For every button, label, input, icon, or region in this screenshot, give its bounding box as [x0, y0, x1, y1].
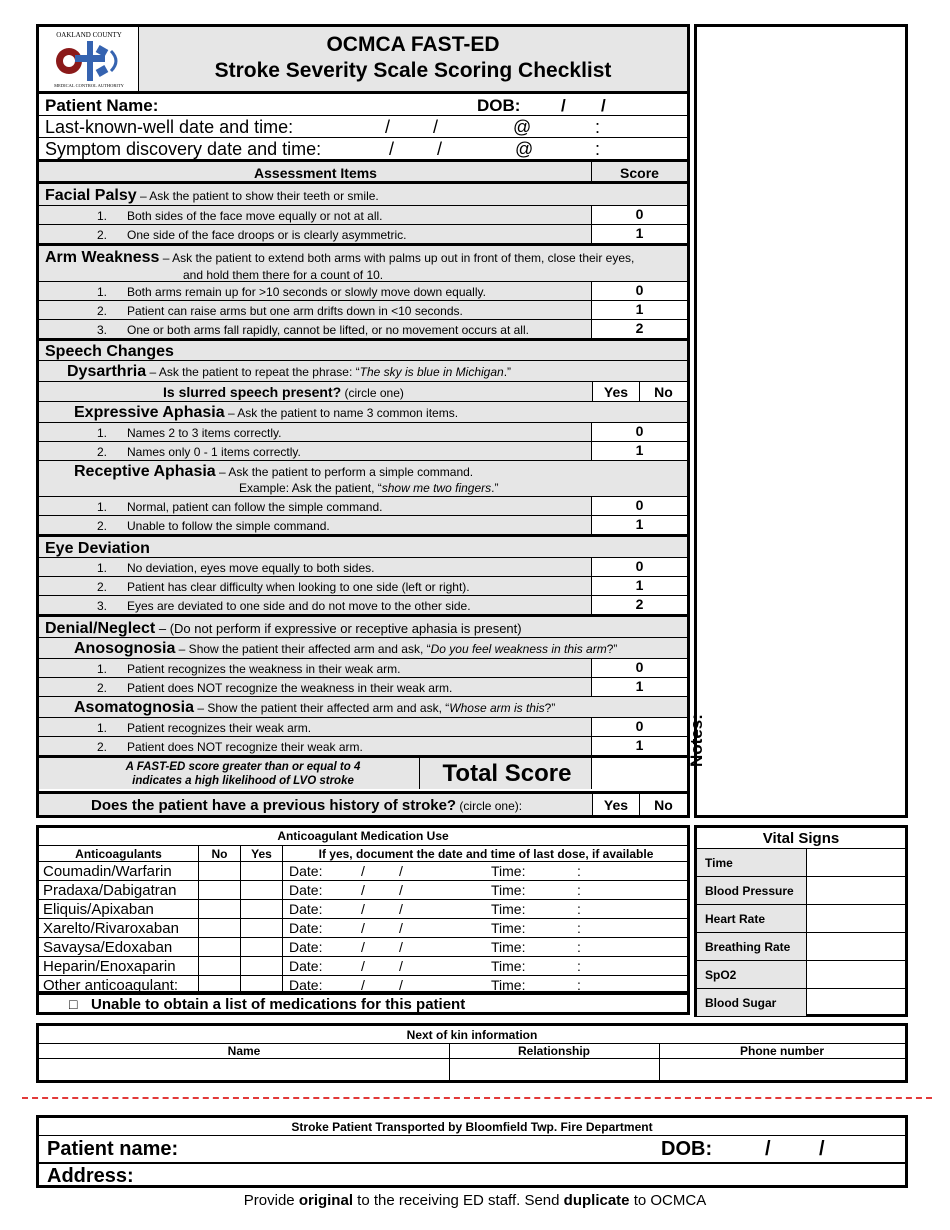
anosognosia-heading [39, 637, 687, 658]
drug-name: Xarelto/Rivaroxaban [39, 919, 199, 938]
item-text: Patient can raise arms but one arm drifts down in <10 seconds. [127, 304, 463, 318]
score-value[interactable]: 0 [591, 423, 687, 441]
anticoag-row[interactable] [39, 957, 690, 976]
item-text: Patient does NOT recognize their weak arm. [127, 740, 363, 754]
time-colon: : [577, 882, 581, 898]
drug-name: Pradaxa/Dabigatran [39, 881, 199, 900]
asomatognosia-title: Asomatognosia [74, 699, 195, 716]
anticoag-table [38, 845, 690, 995]
slurred-question: Is slurred speech present? [163, 384, 342, 400]
date-slash: / [399, 939, 403, 955]
drug-name: Savaysa/Edoxaban [39, 938, 199, 957]
stroke-checklist [36, 24, 690, 818]
date-slash: / [361, 882, 365, 898]
yes-checkbox-cell[interactable] [241, 881, 283, 900]
item-number: 2. [97, 304, 108, 318]
facial-palsy-heading [39, 181, 687, 205]
dose-datetime-cell[interactable] [283, 900, 690, 919]
dysarthria-heading [39, 360, 687, 381]
yes-checkbox-cell[interactable] [241, 938, 283, 957]
total-score-row [39, 755, 687, 789]
dose-datetime-cell[interactable] [283, 957, 690, 976]
notes-label: Notes: [687, 714, 706, 767]
time-label: Time: [491, 958, 526, 974]
eye-deviation-title: Eye Deviation [45, 540, 150, 557]
header [39, 27, 687, 91]
arm-item-2[interactable] [39, 300, 687, 319]
time-colon: : [577, 920, 581, 936]
dose-datetime-cell[interactable] [283, 862, 690, 881]
time-label: Time: [491, 939, 526, 955]
date-label: Date: [289, 863, 323, 879]
time-colon: : [577, 863, 581, 879]
score-header: Score [591, 162, 687, 181]
vital-label: Blood Sugar [697, 989, 807, 1016]
total-score-label: Total Score [419, 758, 594, 789]
denial-neglect-heading [39, 614, 687, 637]
time-label: Time: [491, 901, 526, 917]
history-yes-option[interactable]: Yes [592, 794, 640, 815]
date-label: Date: [289, 958, 323, 974]
item-text: Names 2 to 3 items correctly. [127, 426, 282, 440]
unable-medications-row[interactable] [39, 991, 687, 1015]
arm-weakness-title: Arm Weakness [45, 249, 160, 266]
date-slash: / [399, 977, 403, 993]
kin-phone-field[interactable] [660, 1059, 905, 1080]
date-label: Date: [289, 901, 323, 917]
time-colon: : [577, 958, 581, 974]
dose-datetime-cell[interactable] [283, 938, 690, 957]
ocmca-logo [39, 27, 139, 91]
vital-row[interactable] [697, 988, 905, 1016]
history-no-option[interactable]: No [640, 794, 687, 815]
expressive-instruction: – Ask the patient to name 3 common items. [224, 406, 459, 420]
dysarthria-phrase: The sky is blue in Michigan [359, 365, 504, 379]
date-slash: / [361, 939, 365, 955]
no-checkbox-cell[interactable] [199, 900, 241, 919]
receptive-example-post: .” [491, 481, 499, 495]
item-text: Eyes are deviated to one side and do not move to the other side. [127, 599, 471, 613]
vital-label: Blood Pressure [697, 877, 807, 904]
expressive-item-2[interactable] [39, 441, 687, 460]
assessment-header [39, 159, 687, 181]
speech-changes-heading [39, 338, 687, 360]
vital-label: Time [697, 849, 807, 876]
patient-name-row[interactable] [39, 91, 687, 115]
date-slash: / [361, 920, 365, 936]
item-number: 2. [97, 445, 108, 459]
score-value[interactable]: 0 [591, 659, 687, 677]
vital-label: SpO2 [697, 961, 807, 988]
score-value[interactable]: 2 [591, 320, 687, 338]
date-slash: / [361, 977, 365, 993]
slurred-yes-option[interactable]: Yes [592, 382, 640, 401]
slurred-speech-row [39, 381, 687, 401]
score-value[interactable]: 0 [591, 282, 687, 300]
asomatognosia-heading [39, 696, 687, 717]
kin-name-field[interactable] [39, 1059, 449, 1080]
date-slash: / [361, 958, 365, 974]
receptive-example: Example: Ask the patient, “ [239, 481, 382, 495]
date-label: Date: [289, 882, 323, 898]
total-score-field[interactable] [591, 758, 687, 789]
item-number: 1. [97, 662, 108, 676]
item-number: 1. [97, 285, 108, 299]
item-text: Both arms remain up for >10 seconds or slowly move down equally. [127, 285, 486, 299]
transport-address-label: Address: [47, 1165, 134, 1187]
col-document: If yes, document the date and time of last dose, if available [283, 846, 690, 862]
anticoag-row[interactable] [39, 881, 690, 900]
eye-item-2[interactable] [39, 576, 687, 595]
kin-relationship-header: Relationship [517, 1044, 590, 1058]
footer-duplicate: duplicate [563, 1192, 630, 1209]
score-value[interactable]: 1 [591, 737, 687, 755]
kin-relationship-field[interactable] [450, 1059, 659, 1080]
item-text: No deviation, eyes move equally to both sides. [127, 561, 375, 575]
lkw-row[interactable] [39, 115, 687, 137]
item-text: Names only 0 - 1 items correctly. [127, 445, 301, 459]
anosognosia-post: ?” [606, 642, 618, 656]
dysarthria-title: Dysarthria [67, 363, 147, 380]
dose-datetime-cell[interactable] [283, 881, 690, 900]
footer-post: to OCMCA [629, 1192, 707, 1209]
no-checkbox-cell[interactable] [199, 919, 241, 938]
item-number: 2. [97, 519, 108, 533]
time-label: Time: [491, 882, 526, 898]
anosognosia-title: Anosognosia [74, 640, 176, 657]
drug-name: Eliquis/Apixaban [39, 900, 199, 919]
history-question: Does the patient have a previous history of stroke? [91, 797, 457, 814]
vital-value-field[interactable] [807, 989, 905, 1016]
time-label: Time: [491, 920, 526, 936]
asomatognosia-instruction: – Show the patient their affected arm and ask, “ [194, 701, 450, 715]
expressive-item-1[interactable] [39, 422, 687, 441]
discovery-row[interactable] [39, 137, 687, 159]
item-text: One or both arms fall rapidly, cannot be lifted, or no movement occurs at all. [127, 323, 529, 337]
kin-name-header: Name [227, 1044, 261, 1058]
history-circle-one: (circle one): [456, 799, 523, 813]
arm-weakness-instruction: – Ask the patient to extend both arms with palms up out in front of them, close their eyes, [159, 251, 635, 265]
lkw-slash: / [385, 117, 391, 137]
vital-value-field[interactable] [807, 905, 905, 932]
score-value[interactable]: 1 [591, 225, 687, 243]
item-text: Patient recognizes their weak arm. [127, 721, 312, 735]
item-number: 2. [97, 228, 108, 242]
date-slash: / [399, 901, 403, 917]
col-no: No [199, 846, 241, 862]
score-value[interactable]: 1 [591, 301, 687, 319]
dob-slash: / [561, 96, 566, 115]
transport-dob-label: DOB: [661, 1138, 713, 1160]
logo-bottom-text: MEDICAL CONTROL AUTHORITY [54, 83, 124, 88]
anticoag-row[interactable] [39, 900, 690, 919]
asomatognosia-post: ?” [544, 701, 556, 715]
kin-title: Next of kin information [406, 1028, 538, 1042]
dob-slash: / [601, 96, 606, 115]
stroke-history-row [39, 791, 687, 815]
unable-checkbox[interactable]: □ [69, 996, 78, 1012]
score-value[interactable]: 0 [591, 558, 687, 576]
transport-section [36, 1115, 908, 1188]
eye-item-1[interactable] [39, 557, 687, 576]
circle-one-hint: (circle one) [341, 386, 404, 400]
item-text: One side of the face droops or is clearly asymmetric. [127, 228, 407, 242]
cut-line [22, 1097, 932, 1099]
arm-weakness-heading [39, 243, 687, 281]
anosognosia-phrase: Do you feel weakness in this arm [430, 642, 607, 656]
discovery-colon: : [595, 139, 601, 159]
transport-patient-row[interactable] [39, 1136, 905, 1162]
anoso-item-1[interactable] [39, 658, 687, 677]
transport-dob-slash: / [819, 1138, 825, 1160]
lkw-at: @ [513, 117, 532, 137]
transport-dob-slash: / [765, 1138, 771, 1160]
time-colon: : [577, 977, 581, 993]
item-number: 1. [97, 209, 108, 223]
date-slash: / [361, 863, 365, 879]
expressive-aphasia-heading [39, 401, 687, 422]
asomatognosia-phrase: Whose arm is this [449, 701, 545, 715]
speech-changes-title: Speech Changes [45, 343, 174, 360]
score-value[interactable]: 0 [591, 206, 687, 224]
facial-item-1[interactable] [39, 205, 687, 224]
item-number: 1. [97, 721, 108, 735]
score-value[interactable]: 1 [591, 516, 687, 534]
footer-pre: Provide [243, 1192, 299, 1209]
anosognosia-instruction: – Show the patient their affected arm and ask, “ [175, 642, 431, 656]
date-label: Date: [289, 977, 323, 993]
date-slash: / [399, 958, 403, 974]
lkw-slash: / [433, 117, 439, 137]
anticoagulant-section [36, 825, 690, 1015]
eye-deviation-heading [39, 534, 687, 557]
receptive-instruction: – Ask the patient to perform a simple command. [215, 465, 474, 479]
item-text: Patient has clear difficulty when looking to one side (left or right). [127, 580, 470, 594]
item-text: Unable to follow the simple command. [127, 519, 330, 533]
patient-name-label: Patient Name: [45, 96, 159, 115]
item-text: Patient recognizes the weakness in their weak arm. [127, 662, 401, 676]
discovery-label: Symptom discovery date and time: [45, 139, 322, 159]
lkw-colon: : [595, 117, 601, 137]
vital-value-field[interactable] [807, 849, 905, 876]
score-value[interactable]: 1 [591, 678, 687, 696]
lvo-note-2: indicates a high likelihood of LVO stroke [132, 775, 354, 787]
anticoag-row[interactable] [39, 862, 690, 881]
dysarthria-post: .” [503, 365, 512, 379]
item-number: 3. [97, 599, 108, 613]
item-number: 1. [97, 561, 108, 575]
vital-signs-title: Vital Signs [762, 830, 840, 847]
next-of-kin-section [36, 1023, 908, 1083]
vital-row[interactable] [697, 960, 905, 988]
anoso-item-2[interactable] [39, 677, 687, 696]
col-anticoagulants: Anticoagulants [39, 846, 199, 862]
neglect-instruction: – (Do not perform if expressive or receptive aphasia is present) [155, 621, 522, 636]
vital-label: Breathing Rate [697, 933, 807, 960]
assessment-items-header: Assessment Items [254, 165, 377, 181]
facial-palsy-title: Facial Palsy [45, 187, 137, 204]
item-number: 2. [97, 681, 108, 695]
item-number: 1. [97, 426, 108, 440]
vital-value-field[interactable] [807, 933, 905, 960]
item-text: Both sides of the face move equally or not at all. [127, 209, 383, 223]
page-title: OCMCA FAST-ED [326, 33, 500, 56]
dose-datetime-cell[interactable] [283, 919, 690, 938]
date-label: Date: [289, 920, 323, 936]
lkw-label: Last-known-well date and time: [45, 117, 294, 137]
anticoag-row[interactable] [39, 919, 690, 938]
expressive-title: Expressive Aphasia [74, 404, 225, 421]
date-label: Date: [289, 939, 323, 955]
time-label: Time: [491, 977, 526, 993]
arm-item-3[interactable] [39, 319, 687, 338]
item-number: 2. [97, 580, 108, 594]
discovery-slash: / [437, 139, 443, 159]
date-slash: / [399, 882, 403, 898]
slurred-no-option[interactable]: No [640, 382, 687, 401]
time-colon: : [577, 939, 581, 955]
yes-checkbox-cell[interactable] [241, 900, 283, 919]
no-checkbox-cell[interactable] [199, 957, 241, 976]
item-number: 2. [97, 740, 108, 754]
score-value[interactable]: 0 [591, 718, 687, 736]
footer-mid: to the receiving ED staff. Send [352, 1192, 564, 1209]
vital-label: Heart Rate [697, 905, 807, 932]
drug-name: Coumadin/Warfarin [39, 862, 199, 881]
kin-phone-header: Phone number [739, 1044, 824, 1058]
no-checkbox-cell[interactable] [199, 881, 241, 900]
footer-original: original [298, 1192, 353, 1209]
vital-row[interactable] [697, 932, 905, 960]
score-value[interactable]: 1 [591, 442, 687, 460]
receptive-title: Receptive Aphasia [74, 463, 216, 480]
vital-value-field[interactable] [807, 877, 905, 904]
date-slash: / [399, 920, 403, 936]
dysarthria-instruction: – Ask the patient to repeat the phrase: “ [146, 365, 360, 379]
anticoag-title: Anticoagulant Medication Use [277, 829, 449, 843]
page-subtitle: Stroke Severity Scale Scoring Checklist [214, 59, 612, 82]
col-yes: Yes [241, 846, 283, 862]
vital-row[interactable] [697, 848, 905, 876]
receptive-item-2[interactable] [39, 515, 687, 534]
drug-name: Other anticoagulant: [39, 976, 199, 995]
discovery-slash: / [389, 139, 395, 159]
yes-checkbox-cell[interactable] [241, 957, 283, 976]
discovery-at: @ [515, 139, 534, 159]
asoma-item-1[interactable] [39, 717, 687, 736]
score-value[interactable]: 1 [591, 577, 687, 595]
facial-item-2[interactable] [39, 224, 687, 243]
arm-weakness-instruction-2: and hold them there for a count of 10. [183, 268, 384, 281]
transport-address-row[interactable] [39, 1164, 905, 1185]
item-text: Patient does NOT recognize the weakness in their weak arm. [127, 681, 453, 695]
notes-box[interactable] [687, 24, 908, 818]
receptive-item-1[interactable] [39, 496, 687, 515]
drug-name: Heparin/Enoxaparin [39, 957, 199, 976]
no-checkbox-cell[interactable] [199, 862, 241, 881]
no-checkbox-cell[interactable] [199, 938, 241, 957]
receptive-example-phrase: show me two fingers [381, 481, 492, 495]
lvo-note-1: A FAST-ED score greater than or equal to 4 [125, 761, 361, 773]
receptive-aphasia-heading [39, 460, 687, 496]
date-slash: / [399, 863, 403, 879]
eye-item-3[interactable] [39, 595, 687, 614]
item-number: 1. [97, 500, 108, 514]
unable-text: Unable to obtain a list of medications for this patient [91, 996, 466, 1013]
anticoag-row[interactable] [39, 938, 690, 957]
item-text: Normal, patient can follow the simple command. [127, 500, 383, 514]
dob-label: DOB: [477, 96, 521, 115]
vital-signs-box [694, 825, 908, 1017]
date-slash: / [361, 901, 365, 917]
time-label: Time: [491, 863, 526, 879]
asoma-item-2[interactable] [39, 736, 687, 755]
time-colon: : [577, 901, 581, 917]
score-value[interactable]: 0 [591, 497, 687, 515]
transport-patient-label: Patient name: [47, 1138, 179, 1160]
vital-row[interactable] [697, 904, 905, 932]
yes-checkbox-cell[interactable] [241, 862, 283, 881]
transport-title: Stroke Patient Transported by Bloomfield Twp. Fire Department [291, 1120, 653, 1134]
vital-value-field[interactable] [807, 961, 905, 988]
arm-item-1[interactable] [39, 281, 687, 300]
logo-top-text: OAKLAND COUNTY [56, 31, 122, 39]
facial-palsy-instruction: – Ask the patient to show their teeth or smile. [136, 189, 379, 203]
footer-instruction [0, 1192, 950, 1209]
neglect-title: Denial/Neglect [45, 620, 156, 637]
item-number: 3. [97, 323, 108, 337]
vital-row[interactable] [697, 876, 905, 904]
yes-checkbox-cell[interactable] [241, 919, 283, 938]
score-value[interactable]: 2 [591, 596, 687, 614]
